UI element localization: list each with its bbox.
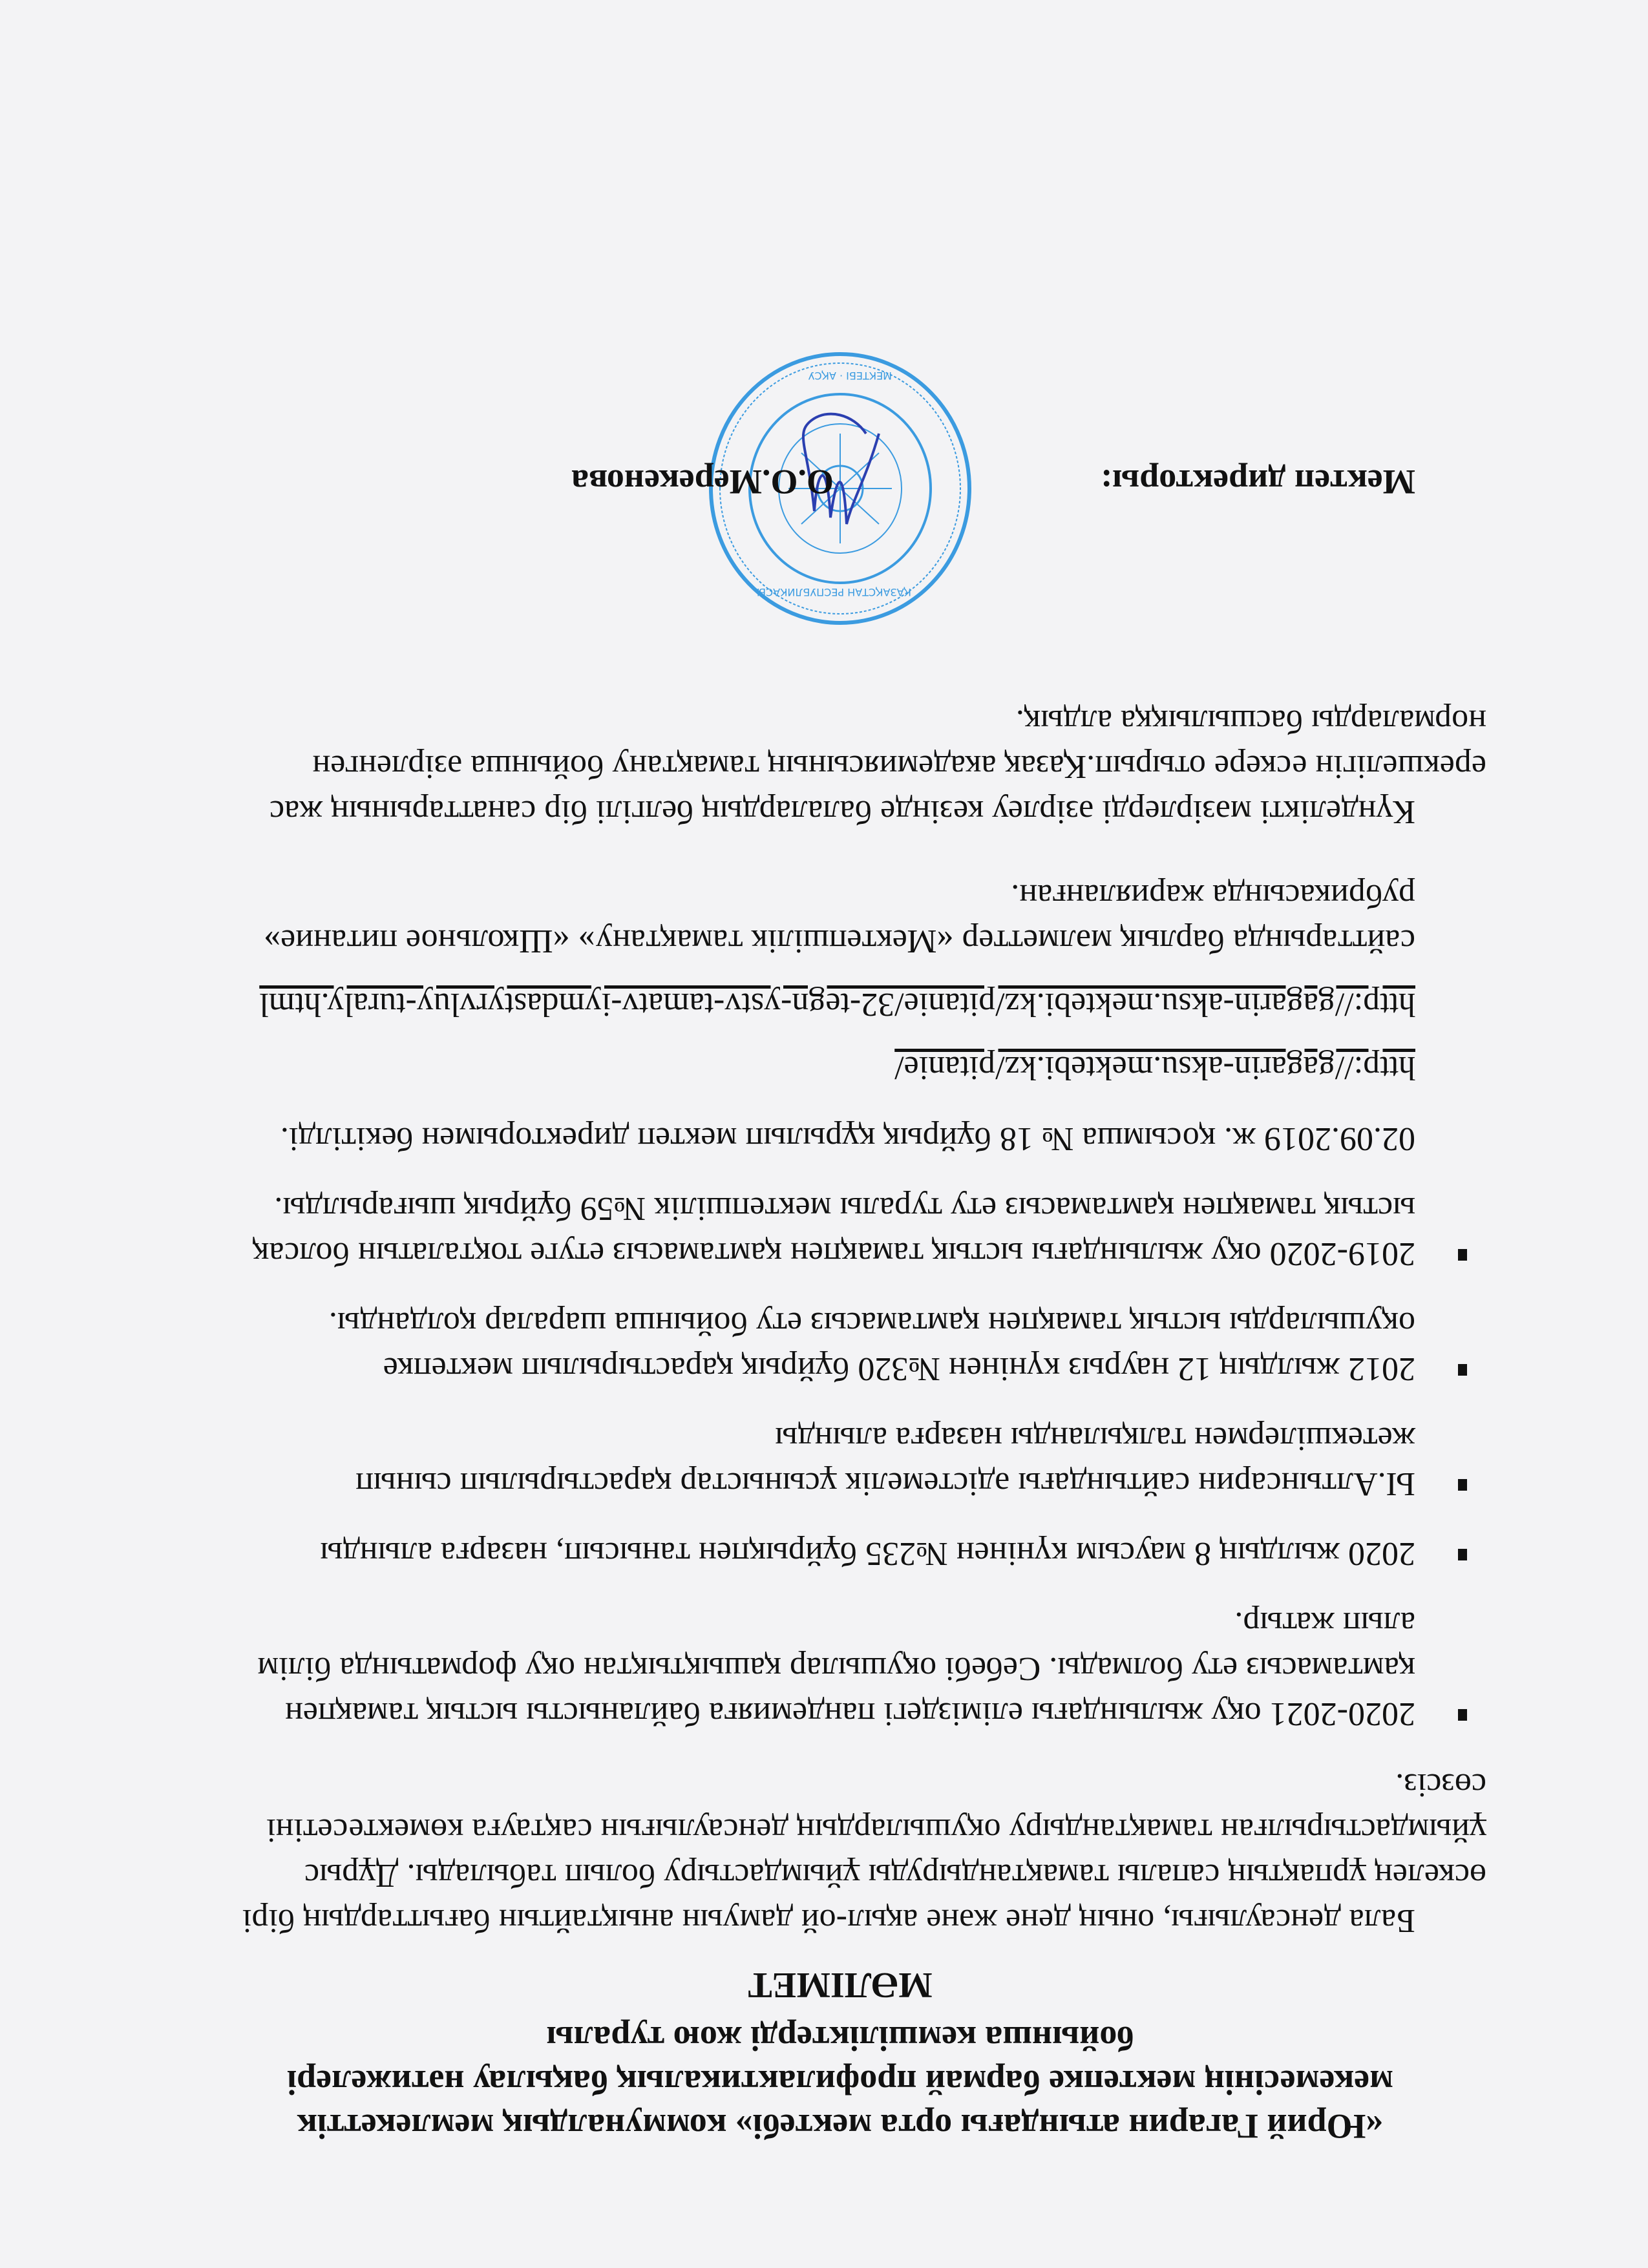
website-link-article[interactable]: http://gagarin-aksu.mektebi.kz/pitanie/32-tegn-ystv-tamatv-iymdastyrvluy-turaly.html [259,986,1415,1023]
order-note: 02.09.2019 ж. қосымша № 18 бұйрық құрылып мектеп директорымен бекітілді. [280,1120,1415,1157]
svg-text:МЕКТЕБІ · АҚСУ: МЕКТЕБІ · АҚСУ [808,370,892,382]
bullet-text: 2012 жылдың 12 наурыз күнінен №320 бұйрық қарастырылып мектепке оқушыларды ыстық тамақпен қамтамасыз ету бойынша шаралар қолданды. [328,1305,1415,1387]
bullet-list [194,1186,1486,1736]
title-line-2: мекемесінің мектепке бармай профилактикалық бақылау нәтижелері [287,2063,1393,2102]
site-note: сайттарында барлық мәлметтер «Мектепшілік тамақтану» «Школьное питание» рубрикасында жарияланған. [264,877,1415,960]
signature-label: Мектеп директоры: [1101,463,1415,501]
document-body [194,370,1486,2148]
bullet-item [194,1416,1486,1506]
bullet-item [194,1601,1486,1736]
bullet-item [194,1186,1486,1276]
bullet-text: Ы.Алтынсарин сайтындағы әдістемелік ұсыныстар қарастырылып сынып жетекшілермен талқыланды назарға алынды [355,1420,1415,1502]
square-bullet-icon [1458,1479,1467,1491]
bullet-text: 2019-2020 оқу жылындағы ыстық тамақпен қамтамасыз етуге тоқталатын болсақ ыстық тамақпен қамтамасыз ету туралы мектепшілік №59 бұйрық шығарылды. [253,1190,1415,1272]
square-bullet-icon [1458,1364,1467,1376]
bullet-text: 2020-2021 оқу жылындағы еліміздегі пандемияға байланысты ыстық тамақпен қамтамасыз ету болмады. Себебі оқушылар қашықтықтан оқу форматында білім алып жатыр. [257,1605,1415,1732]
square-bullet-icon [1458,1549,1467,1560]
bullet-item [194,1531,1486,1576]
signature-name: О.О.Мерекенова [571,463,834,501]
document-title [194,2017,1486,2148]
intro-paragraph: Бала денсаулығы, оның дене және ақыл-ой дамуын анықтайтын бағыттардың бірі өскелең ұрпақтың сапалы тамақтандыруды ұйымдастыру болып табылады. Дұрыс ұйымдастырылған тамақтандыру оқушылардың денсаулығын сақтауға көмектесетіні сөзсіз. [242,1767,1486,1939]
svg-text:ҚАЗАҚСТАН РЕСПУБЛИКАСЫ: ҚАЗАҚСТАН РЕСПУБЛИКАСЫ [756,586,911,598]
title-line-1: «Юрий Гагарин атындағы орта мектебі» коммуналдық мемлекеттік [297,2107,1384,2146]
bullet-text: 2020 жылдың 8 маусым күнінен №235 бұйрықпен танысып, назарға алынды [320,1535,1415,1572]
square-bullet-icon [1458,1709,1467,1721]
closing-paragraph: Күнделікті мәзірлерді әзірлеу кезінде балалардың белгілі бір санаттарының жас ерекшелігін ескере отырып.Қазақ академиясының тамақтану бойынша әзірленген нормаларды басшылыққа алдық. [269,703,1486,830]
document-heading: МӘЛІМЕТ [748,1965,933,2005]
title-line-3: бойынша кемшіліктерді жою туралы [546,2019,1134,2058]
square-bullet-icon [1458,1249,1467,1261]
website-link-pitanie[interactable]: http://gagarin-aksu.mektebi.kz/pitanie/ [894,1049,1415,1086]
bullet-item [194,1301,1486,1391]
signature-block [194,370,1486,627]
